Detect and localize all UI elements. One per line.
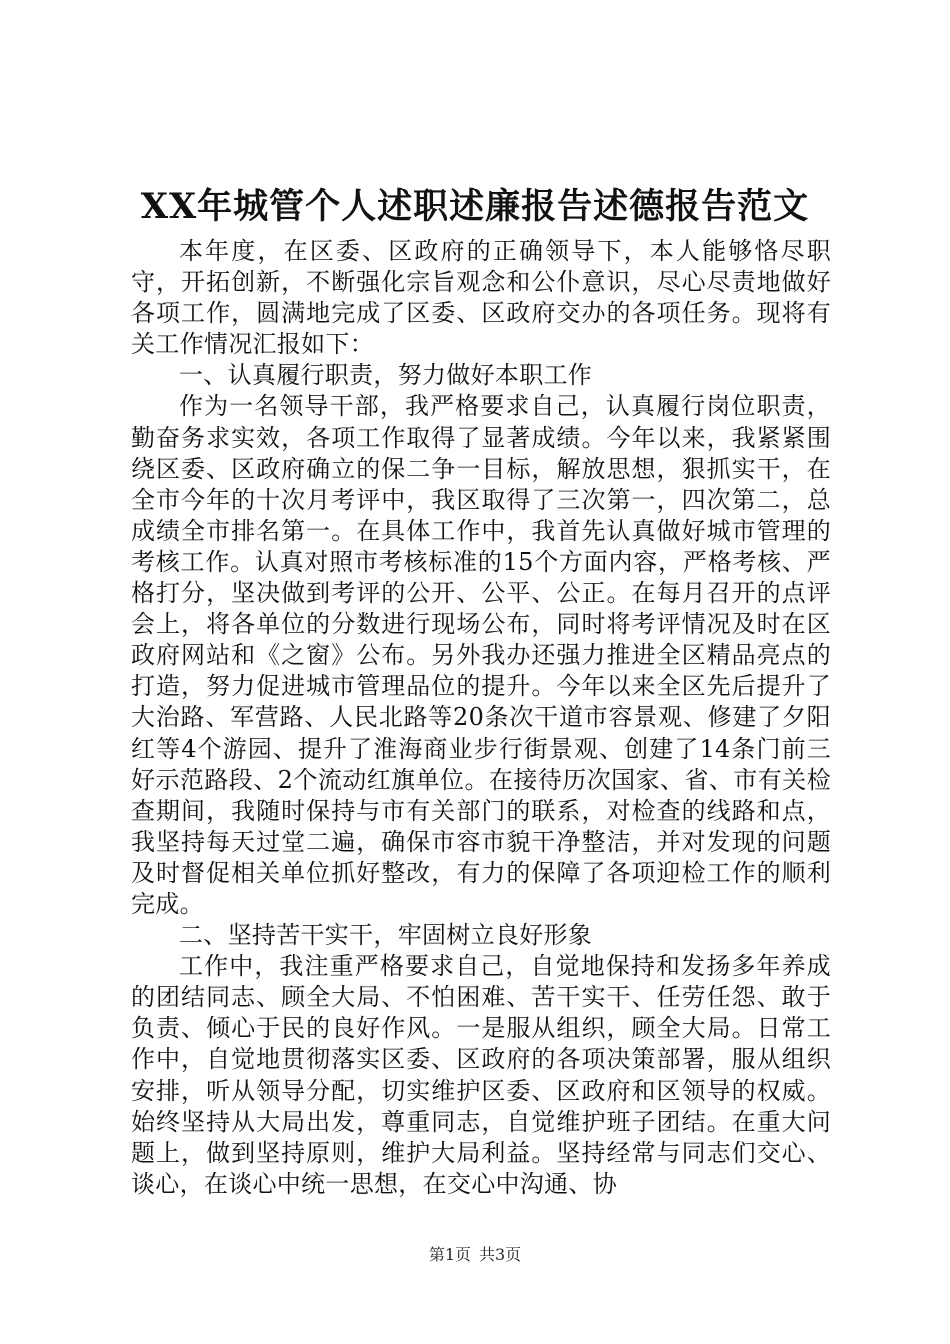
page-number-current: 第1页 [428,1245,471,1264]
section-heading-1: 一、认真履行职责，努力做好本职工作 [179,361,593,390]
document-title: XX年城管个人述职述廉报告述德报告范文 [140,186,810,227]
page-footer [0,1244,950,1266]
paragraph-intro: 本年度，在区委、区政府的正确领导下，本人能够恪尽职守，开拓创新，不断强化宗旨观念和公仆意识，尽心尽责地做好各项工作，圆满地完成了区委、区政府交办的各项任务。现将有关工作情况汇报如下： [131,237,831,359]
paragraph-section-1: 作为一名领导干部，我严格要求自己，认真履行岗位职责，勤奋务求实效，各项工作取得了显著成绩。今年以来，我紧紧围绕区委、区政府确立的保二争一目标，解放思想，狠抓实干，在全市今年的十次月考评中，我区取得了三次第一，四次第二，总成绩全市排名第一。在具体工作中，我首先认真做好城市管理的考核工作。认真对照市考核标准的15个方面内容，严格考核、严格打分，坚决做到考评的公开、公平、公正。在每月召开的点评会上，将各单位的分数进行现场公布，同时将考评情况及时在区政府网站和《之窗》公布。另外我办还强力推进全区精品亮点的打造，努力促进城市管理品位的提升。今年以来全区先后提升了大治路、军营路、人民北路等20条次干道市容景观、修建了夕阳红等4个游园、提升了淮海商业步行街景观、创建了14条门前三好示范路段、2个流动红旗单位。在接待历次国家、省、市有关检查期间，我随时保持与市有关部门的联系，对检查的线路和点，我坚持每天过堂二遍，确保市容市貌干净整洁，并对发现的问题及时督促相关单位抓好整改，有力的保障了各项迎检工作的顺利完成。 [131,392,831,918]
paragraph-section-2: 工作中，我注重严格要求自己，自觉地保持和发扬多年养成的团结同志、顾全大局、不怕困难、苦干实干、任劳任怨、敢于负责、倾心于民的良好作风。一是服从组织，顾全大局。日常工作中，自觉地贯彻落实区委、区政府的各项决策部署，服从组织安排，听从领导分配，切实维护区委、区政府和区领导的权威。始终坚持从大局出发，尊重同志，自觉维护班子团结。在重大问题上，做到坚持原则，维护大局利益。坚持经常与同志们交心、谈心，在谈心中统一思想，在交心中沟通、协 [131,952,831,1198]
page-number-total: 共3页 [479,1245,522,1264]
document-body [131,236,831,1200]
section-heading-2: 二、坚持苦干实干，牢固树立良好形象 [179,921,593,950]
